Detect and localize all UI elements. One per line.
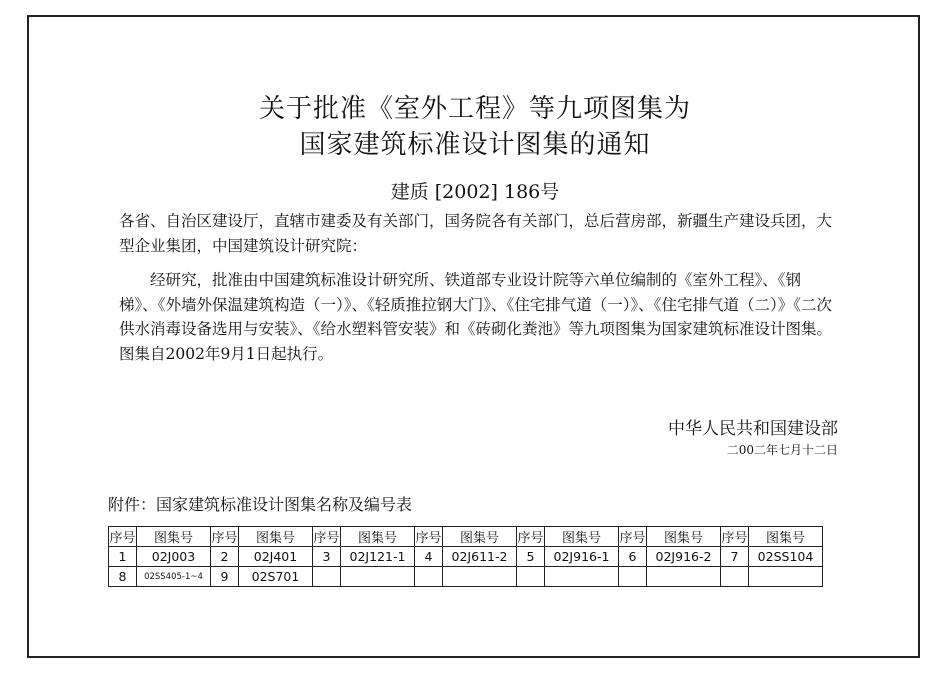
header-atlas-code: 图集号 [545,527,619,547]
cell-atlas-code: 02J121-1 [341,547,415,567]
cell-serial-number: 3 [313,547,341,567]
header-atlas-code: 图集号 [341,527,415,547]
signature-organization: 中华人民共和国建设部 [668,419,838,439]
cell-serial-number: 8 [109,567,137,587]
header-atlas-code: 图集号 [749,527,823,547]
cell-atlas-code: 02J401 [239,547,313,567]
header-atlas-code: 图集号 [239,527,313,547]
cell-serial-number: 1 [109,547,137,567]
document-title-line2: 国家建筑标准设计图集的通知 [299,130,651,160]
table-row [109,567,823,587]
addressees: 各省、自治区建设厅，直辖市建委及有关部门，国务院各有关部门，总后营房部，新疆生产建设兵团，大型企业集团，中国建筑设计研究院： [119,212,833,255]
table-row [109,547,823,567]
cell-atlas-code [749,567,823,587]
atlas-code-table [108,526,823,587]
cell-serial-number: 6 [619,547,647,567]
header-serial-number: 序号 [109,527,137,547]
table-header-row [109,527,823,547]
cell-serial-number [313,567,341,587]
cell-atlas-code: 02J611-2 [443,547,517,567]
attachment-label: 附件：国家建筑标准设计图集名称及编号表 [108,495,413,514]
cell-atlas-code: 02SS405-1~4 [137,567,211,587]
cell-serial-number: 5 [517,547,545,567]
header-atlas-code: 图集号 [443,527,517,547]
cell-serial-number [721,567,749,587]
document-number: 建质 [2002] 186号 [390,181,560,203]
cell-atlas-code [545,567,619,587]
cell-atlas-code: 02SS104 [749,547,823,567]
header-serial-number: 序号 [415,527,443,547]
cell-serial-number: 9 [211,567,239,587]
header-serial-number: 序号 [721,527,749,547]
cell-serial-number: 7 [721,547,749,567]
cell-atlas-code [341,567,415,587]
cell-serial-number [415,567,443,587]
cell-atlas-code: 02J916-1 [545,547,619,567]
cell-atlas-code: 02J003 [137,547,211,567]
signature-date: 二00二年七月十二日 [726,443,838,457]
header-atlas-code: 图集号 [137,527,211,547]
header-serial-number: 序号 [517,527,545,547]
cell-atlas-code: 02J916-2 [647,547,721,567]
cell-serial-number: 4 [415,547,443,567]
header-serial-number: 序号 [211,527,239,547]
document-title-line1: 关于批准《室外工程》等九项图集为 [258,94,691,124]
notice-body: 经研究，批准由中国建筑标准设计研究所、铁道部专业设计院等六单位编制的《室外工程》、《钢梯》、《外墙外保温建筑构造（一）》、《轻质推拉钢大门》、《住宅排气道（一）》、《住宅排气道（二）》《二次供水消毒设备选用与安装》、《给水塑料管安装》和《砖砌化粪池》等九项图集为国家建筑标准设计图集。图集自2002年9月1日起执行。 [119,271,833,363]
header-serial-number: 序号 [619,527,647,547]
cell-atlas-code: 02S701 [239,567,313,587]
cell-serial-number [619,567,647,587]
header-atlas-code: 图集号 [647,527,721,547]
header-serial-number: 序号 [313,527,341,547]
cell-atlas-code [443,567,517,587]
cell-serial-number: 2 [211,547,239,567]
cell-atlas-code [647,567,721,587]
cell-serial-number [517,567,545,587]
